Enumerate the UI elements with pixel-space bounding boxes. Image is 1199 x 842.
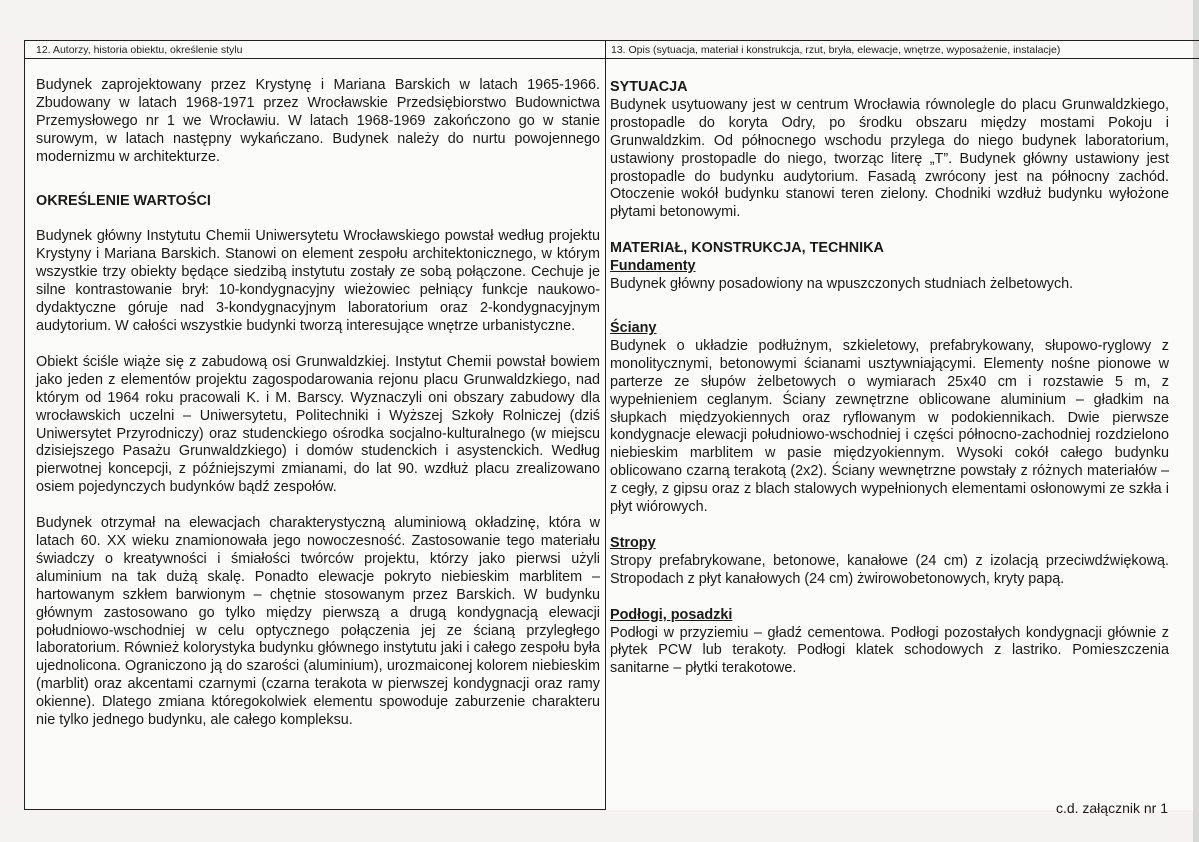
foundations-heading: Fundamenty — [610, 258, 696, 275]
values-paragraph-1: Budynek główny Instytutu Chemii Uniwersytetu Wrocławskiego powstał według projektu Krystyny i Mariana Barskich. Stanowi on element zespołu architektonicznego, w którym wszystkie trzy obiekty będące siedzibą instytutu zostały ze sobą połączone. Cechuje je silne kontrastowanie brył: 10-kondygnacyjny wieżowiec pełniący funkcje naukowo-dydaktyczne góruje nad 3-kondygnacyjnym laboratorium oraz 2-kondygnacyjnym audytorium. W całości wszystkie budynki tworzą interesujące wnętrze urbanistyczne. — [36, 228, 600, 334]
values-paragraph-2: Obiekt ściśle wiąże się z zabudową osi Grunwaldzkiej. Instytut Chemii powstał bowiem jako jeden z elementów projektu zagospodarowania rejonu placu Grunwaldzkiego, nad którym od 1964 roku pracowali K. i M. Barscy. Wyznaczyli oni obszary zabudowy dla wrocławskich uczelni – Uniwersytetu, Politechniki i Wyższej Szkoły Rolniczej (dziś Uniwersytet Przyrodniczy) oraz studenckiego ośrodka socjalno-kulturalnego (w miejscu dzisiejszego Pasażu Grunwaldzkiego) i domów studenckich i asystenckich. Według pierwotnej koncepcji, z późniejszymi zmianami, do lat 90. wzdłuż placu zrealizowano osiem pojedynczych budynków bądź zespołów. — [36, 353, 600, 496]
foundations-paragraph: Budynek główny posadowiony na wpuszczonych studniach żelbetowych. — [610, 276, 1074, 293]
left-section-header: 12. Autorzy, historia obiektu, określenie stylu — [36, 44, 243, 56]
header-divider — [24, 58, 1199, 59]
history-paragraph: Budynek zaprojektowany przez Krystynę i Mariana Barskich w latach 1965-1966. Zbudowany w latach 1968-1971 przez Wrocławskie Przedsiębiorstwo Budownictwa Przemysłowego nr 1 we Wrocławiu. W latach 1968-1969 zakończono go w stanie surowym, w latach następny wykańczano. Budynek należy do nurtu powojennego modernizmu w architekturze. — [36, 77, 600, 165]
situation-heading: SYTUACJA — [610, 79, 688, 95]
floors-heading: Podłogi, posadzki — [610, 606, 733, 623]
bottom-border — [24, 809, 606, 810]
ceilings-paragraph: Stropy prefabrykowane, betonowe, kanałowe (24 cm) z izolacją przeciwdźwiękową. Stropodach z płyt kanałowych (24 cm) żwirowobetonowych, kryty papą. — [610, 552, 1169, 587]
values-paragraph-3: Budynek otrzymał na elewacjach charakterystyczną aluminiową okładzinę, która w latach 60. XX wieku znamionowała jego nowoczesność. Zastosowanie tego materiału świadczy o kreatywności i śmiałości twórców projektu, którzy jako pierwsi użyli aluminium na tak dużą skalę. Ponadto elewacje pokryto niebieskim marblitem – hartowanym szkłem barwionym – chętnie stosowanym przez Barskich. W budynku głównym zastosowano go tylko między pierwszą a drugą kondygnacją elewacji południowo-wschodniej w celu optycznego połączenia jej ze ścianą przyległego laboratorium. Również kolorystyka budynku głównego instytutu jaki i całego zespołu była ujednolicona. Ograniczono ją do szarości (aluminium), urozmaiconej kolorem niebieskim (marblit) oraz akcentami czarnymi (czarna terakota w pierwszej kondygnacji oraz ramy okienne). Dlatego zmiana któregokolwiek elementu spowoduje zaburzenie charakteru nie tylko jednego budynku, ale całego kompleksu. — [36, 515, 600, 729]
ceilings-heading: Stropy — [610, 534, 656, 551]
material-heading: MATERIAŁ, KONSTRUKCJA, TECHNIKA — [610, 240, 884, 257]
top-border — [24, 40, 1199, 41]
right-section-header: 13. Opis (sytuacja, materiał i konstrukcja, rzut, bryła, elewacje, wnętrze, wyposażenie, instalacje) — [611, 44, 1061, 56]
floors-paragraph: Podłogi w przyziemiu – gładź cementowa. Podłogi pozostałych kondygnacji głównie z płytek PCW lub terakoty. Podłogi klatek schodowych z lastriko. Pomieszczenia sanitarne – płytki terakotowe. — [610, 624, 1169, 677]
left-border — [24, 40, 25, 810]
walls-paragraph: Budynek o układzie podłużnym, szkieletowy, prefabrykowany, słupowo-ryglowy z monolitycznymi, betonowymi ścianami usztywniającymi. Elementy nośne pionowe w parterze ze słupów żelbetowych o wymiarach 25x40 cm i rozstawie 5 m, z wypełnieniem ceglanym. Ściany zewnętrzne oblicowane aluminium – gładkim na słupkach międzyokiennych oraz ryflowanym w podokiennikach. Dwie pierwsze kondygnacje elewacji południowo-wschodniej i części północno-zachodniej rozdzielono niebieskim marblitem w pasie międzyokiennym. Wysoki cokół całego budynku oblicowano czarną terakotą (2x2). Ściany wewnętrzne powstały z różnych materiałów – z cegły, z gipsu oraz z blach stalowych wypełnionych elementami osłonowymi ze szkła i płyt wiórowych. — [610, 337, 1169, 516]
values-heading: OKREŚLENIE WARTOŚCI — [36, 192, 211, 209]
page-edge — [1193, 0, 1199, 842]
column-divider — [605, 40, 606, 810]
walls-heading: Ściany — [610, 319, 657, 336]
right-column — [610, 79, 1169, 678]
left-column — [36, 77, 600, 730]
continuation-note: c.d. załącznik nr 1 — [1055, 800, 1168, 816]
situation-paragraph: Budynek usytuowany jest w centrum Wrocławia równolegle do placu Grunwaldzkiego, prostopadle do koryta Odry, po środku obszaru między mostami Pokoju i Grunwaldzkim. Od północnego wschodu przylega do niego budynek laboratorium, ustawiony prostopadle do niego, tworząc literę „T”. Budynek główny ustawiony jest prostopadle do budynku audytorium. Fasadą zwrócony jest na północny zachód. Otoczenie wokół budynku stanowi teren zielony. Chodniki wzdłuż budynku wyłożone płytami betonowymi. — [610, 96, 1169, 221]
